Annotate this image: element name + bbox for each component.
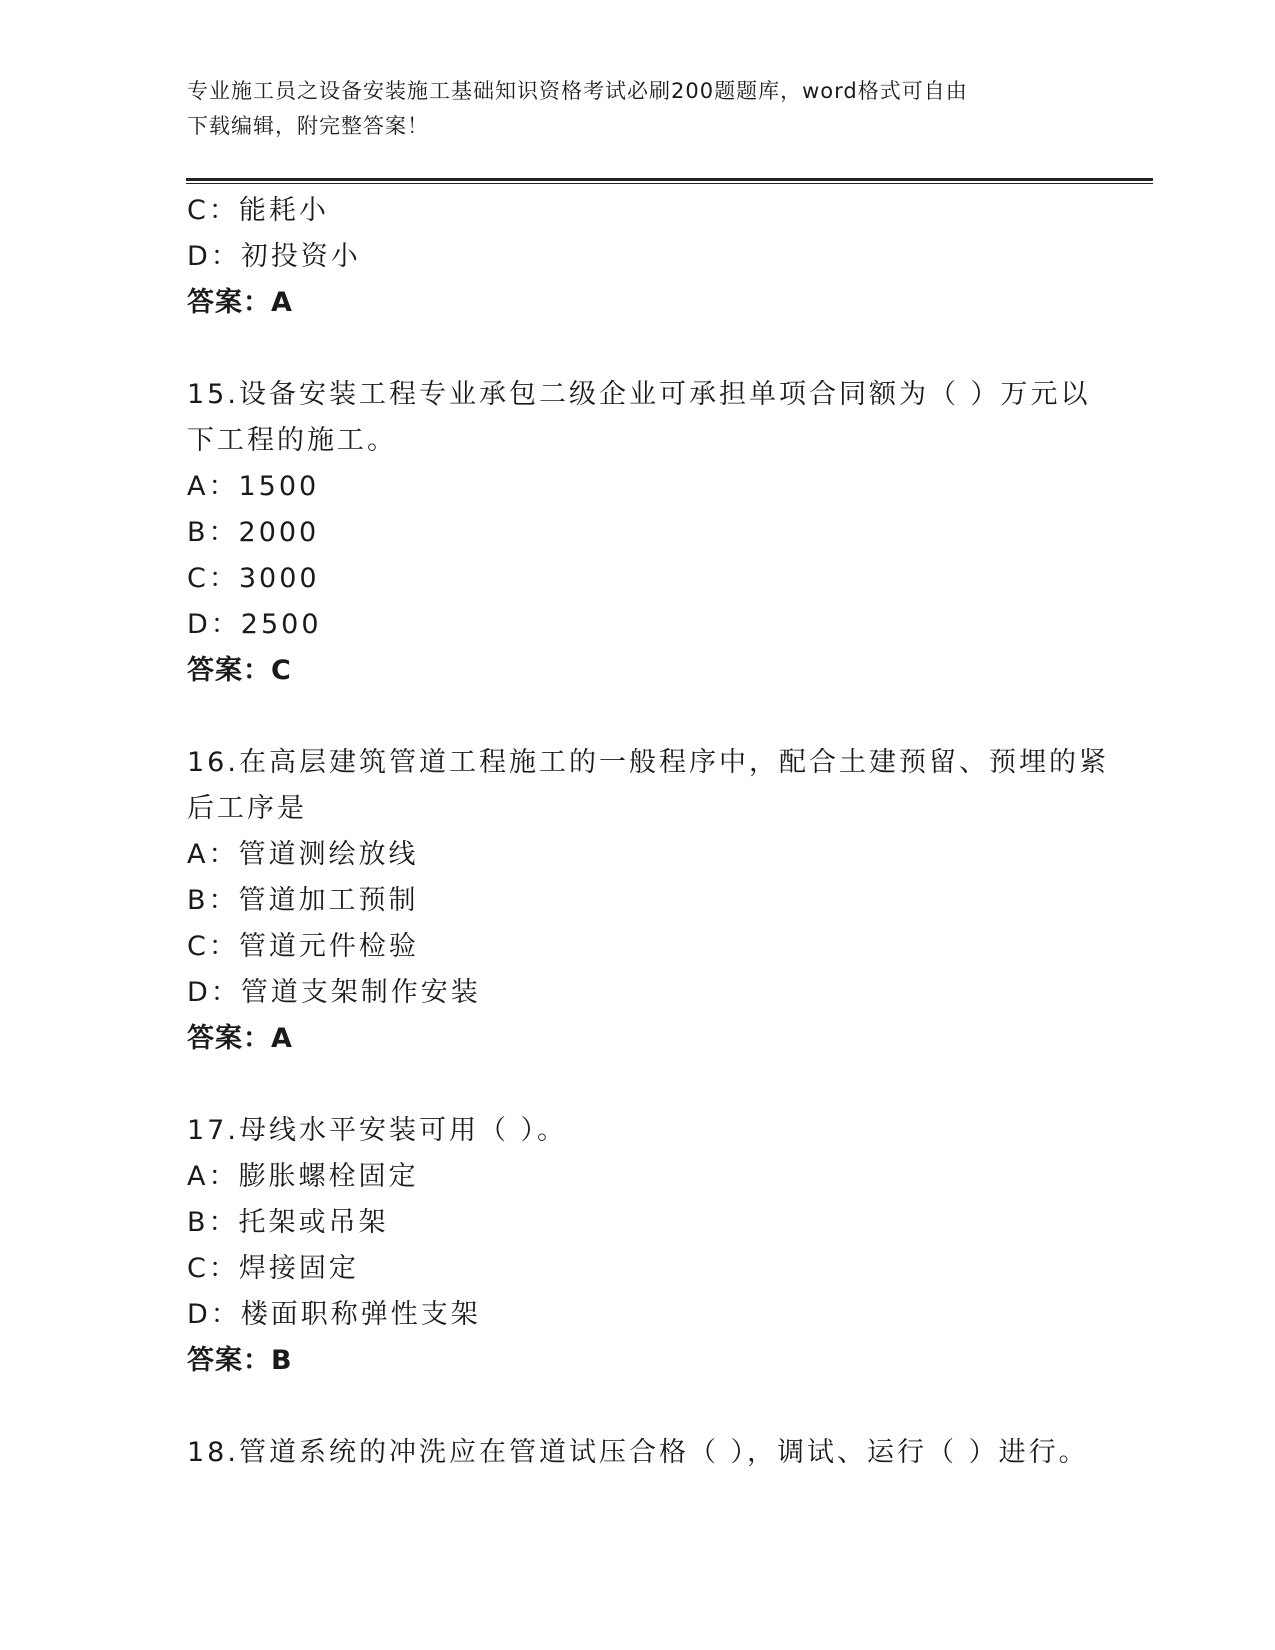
question-stem-cont: 下工程的施工。 bbox=[187, 425, 397, 456]
option-b: B：托架或吊架 bbox=[187, 1207, 389, 1238]
spacer bbox=[187, 1062, 1087, 1108]
option-d: D：2500 bbox=[187, 609, 322, 640]
option-b: B：2000 bbox=[187, 517, 320, 548]
spacer bbox=[187, 326, 1087, 372]
option-b: B：管道加工预制 bbox=[187, 885, 419, 916]
answer: 答案：B bbox=[187, 1345, 293, 1376]
question-list bbox=[187, 188, 1109, 1476]
document-header bbox=[187, 74, 1087, 144]
option-a: A：管道测绘放线 bbox=[187, 839, 419, 870]
spacer bbox=[187, 694, 1087, 740]
option-d: D：初投资小 bbox=[187, 241, 361, 272]
question-stem-cont: 后工序是 bbox=[187, 793, 307, 824]
question-stem: 15.设备安装工程专业承包二级企业可承担单项合同额为（ ）万元以 bbox=[187, 379, 1091, 410]
question-stem: 17.母线水平安装可用（ ）。 bbox=[187, 1115, 568, 1146]
option-c: C：3000 bbox=[187, 563, 320, 594]
header-line-2: 下载编辑，附完整答案！ bbox=[187, 114, 429, 138]
previous-question bbox=[187, 188, 1087, 326]
header-divider-thick bbox=[186, 178, 1153, 181]
option-c: C：管道元件检验 bbox=[187, 931, 419, 962]
question-stem: 18.管道系统的冲洗应在管道试压合格（ ），调试、运行（ ）进行。 bbox=[187, 1437, 1089, 1468]
option-a: A：膨胀螺栓固定 bbox=[187, 1161, 419, 1192]
answer: 答案：A bbox=[187, 287, 293, 318]
answer: 答案：C bbox=[187, 655, 292, 686]
answer: 答案：A bbox=[187, 1023, 293, 1054]
option-a: A：1500 bbox=[187, 471, 320, 502]
header-line-1: 专业施工员之设备安装施工基础知识资格考试必刷200题题库，word格式可自由 bbox=[187, 79, 968, 103]
spacer bbox=[187, 1384, 1087, 1430]
option-d: D：管道支架制作安装 bbox=[187, 977, 481, 1008]
option-d: D：楼面职称弹性支架 bbox=[187, 1299, 481, 1330]
question-stem: 16.在高层建筑管道工程施工的一般程序中，配合土建预留、预埋的紧 bbox=[187, 747, 1109, 778]
question-15 bbox=[187, 372, 1091, 694]
header-divider-thin bbox=[186, 183, 1153, 184]
question-17 bbox=[187, 1108, 1087, 1384]
question-18 bbox=[187, 1430, 1087, 1476]
option-c: C：能耗小 bbox=[187, 195, 329, 226]
option-c: C：焊接固定 bbox=[187, 1253, 359, 1284]
question-16 bbox=[187, 740, 1109, 1062]
